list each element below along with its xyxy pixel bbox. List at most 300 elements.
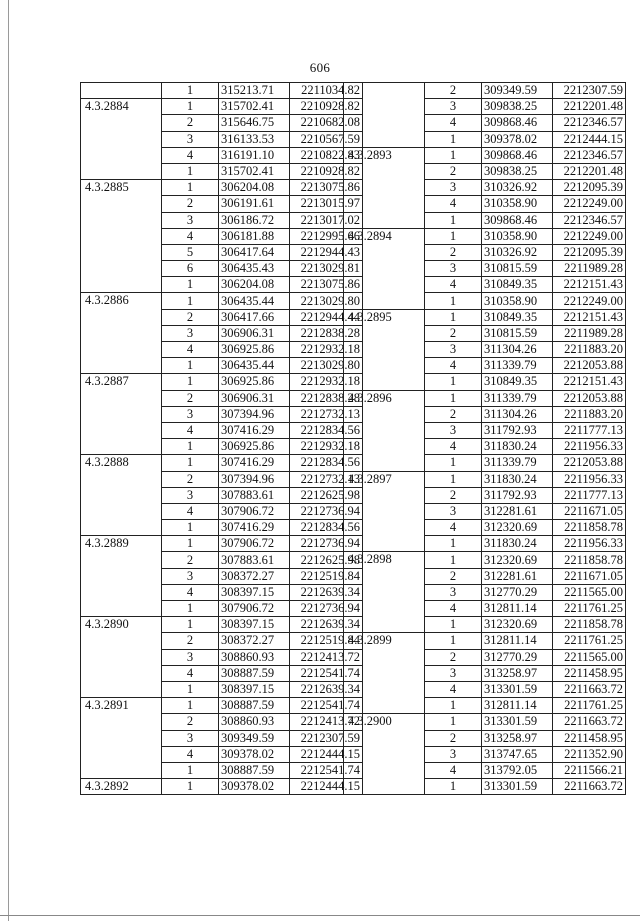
y-coordinate-cell: 2211761.25 — [553, 601, 626, 617]
point-number-cell: 2 — [425, 730, 482, 746]
x-coordinate-cell: 308887.59 — [219, 762, 290, 778]
x-coordinate-cell: 308887.59 — [219, 698, 290, 714]
point-number-cell: 4 — [425, 196, 482, 212]
y-coordinate-cell: 2211458.95 — [553, 665, 626, 681]
point-number-cell: 2 — [162, 309, 219, 325]
x-coordinate-cell: 313301.59 — [482, 779, 553, 795]
x-coordinate-cell: 306925.86 — [219, 342, 290, 358]
x-coordinate-cell: 315646.75 — [219, 115, 290, 131]
point-number-cell: 1 — [162, 617, 219, 633]
x-coordinate-cell: 306417.66 — [219, 309, 290, 325]
point-number-cell: 3 — [425, 584, 482, 600]
x-coordinate-cell: 306906.31 — [219, 390, 290, 406]
x-coordinate-cell: 310849.35 — [482, 277, 553, 293]
x-coordinate-cell: 306925.86 — [219, 439, 290, 455]
y-coordinate-cell: 2211883.20 — [553, 406, 626, 422]
x-coordinate-cell: 311792.93 — [482, 487, 553, 503]
scan-edge-bottom — [0, 915, 640, 916]
x-coordinate-cell: 312320.69 — [482, 617, 553, 633]
parcel-id-cell: 4.3.2895 — [344, 309, 425, 390]
x-coordinate-cell: 308397.15 — [219, 617, 290, 633]
point-number-cell: 2 — [425, 487, 482, 503]
point-number-cell: 1 — [162, 358, 219, 374]
x-coordinate-cell: 306204.08 — [219, 277, 290, 293]
x-coordinate-cell: 310815.59 — [482, 261, 553, 277]
y-coordinate-cell: 2211989.28 — [553, 261, 626, 277]
point-number-cell: 3 — [425, 503, 482, 519]
y-coordinate-cell: 2212736.94 — [290, 503, 363, 519]
point-number-cell: 1 — [162, 520, 219, 536]
y-coordinate-cell: 2212053.88 — [553, 358, 626, 374]
point-number-cell: 1 — [425, 471, 482, 487]
y-coordinate-cell: 2213075.86 — [290, 277, 363, 293]
point-number-cell: 1 — [425, 293, 482, 309]
point-number-cell: 4 — [162, 342, 219, 358]
x-coordinate-cell: 312320.69 — [482, 552, 553, 568]
y-coordinate-cell: 2212838.28 — [290, 325, 363, 341]
point-number-cell: 2 — [162, 115, 219, 131]
table-row — [344, 471, 626, 487]
table-row — [81, 374, 363, 390]
parcel-id-cell: 4.3.2885 — [81, 180, 162, 293]
y-coordinate-cell: 2212625.98 — [290, 552, 363, 568]
y-coordinate-cell: 2212944.44 — [290, 309, 363, 325]
x-coordinate-cell: 310849.35 — [482, 374, 553, 390]
point-number-cell: 1 — [425, 147, 482, 163]
point-number-cell: 2 — [162, 552, 219, 568]
parcel-id-cell: 4.3.2884 — [81, 99, 162, 180]
point-number-cell: 2 — [425, 568, 482, 584]
y-coordinate-cell: 2212307.59 — [290, 730, 363, 746]
y-coordinate-cell: 2211883.20 — [553, 342, 626, 358]
point-number-cell: 2 — [425, 83, 482, 99]
table-row — [81, 180, 363, 196]
point-number-cell: 4 — [425, 277, 482, 293]
point-number-cell: 2 — [425, 649, 482, 665]
y-coordinate-cell: 2213015.97 — [290, 196, 363, 212]
point-number-cell: 4 — [162, 746, 219, 762]
y-coordinate-cell: 2212519.84 — [290, 568, 363, 584]
point-number-cell: 5 — [162, 244, 219, 260]
point-number-cell: 1 — [162, 681, 219, 697]
point-number-cell: 1 — [162, 374, 219, 390]
y-coordinate-cell: 2212541.74 — [290, 762, 363, 778]
x-coordinate-cell: 307416.29 — [219, 520, 290, 536]
y-coordinate-cell: 2211663.72 — [553, 681, 626, 697]
point-number-cell: 4 — [425, 520, 482, 536]
parcel-id-cell: 4.3.2899 — [344, 633, 425, 714]
x-coordinate-cell: 308397.15 — [219, 584, 290, 600]
y-coordinate-cell: 2212834.56 — [290, 422, 363, 438]
y-coordinate-cell: 2212838.28 — [290, 390, 363, 406]
x-coordinate-cell: 306186.72 — [219, 212, 290, 228]
y-coordinate-cell: 2210567.59 — [290, 131, 363, 147]
x-coordinate-cell: 308397.15 — [219, 681, 290, 697]
table-row — [81, 779, 363, 795]
y-coordinate-cell: 2211777.13 — [553, 487, 626, 503]
y-coordinate-cell: 2212413.72 — [290, 714, 363, 730]
y-coordinate-cell: 2212736.94 — [290, 601, 363, 617]
x-coordinate-cell: 313301.59 — [482, 681, 553, 697]
parcel-id-cell: 4.3.2889 — [81, 536, 162, 617]
point-number-cell: 3 — [425, 180, 482, 196]
y-coordinate-cell: 2212932.18 — [290, 439, 363, 455]
parcel-id-cell: 4.3.2898 — [344, 552, 425, 633]
x-coordinate-cell: 312811.14 — [482, 601, 553, 617]
parcel-id-cell: 4.3.2887 — [81, 374, 162, 455]
x-coordinate-cell: 309868.46 — [482, 147, 553, 163]
table-row — [81, 293, 363, 309]
x-coordinate-cell: 310358.90 — [482, 196, 553, 212]
point-number-cell: 2 — [162, 390, 219, 406]
point-number-cell: 1 — [425, 714, 482, 730]
point-number-cell: 1 — [162, 439, 219, 455]
x-coordinate-cell: 308372.27 — [219, 568, 290, 584]
point-number-cell: 1 — [425, 698, 482, 714]
point-number-cell: 4 — [425, 115, 482, 131]
point-number-cell: 3 — [162, 649, 219, 665]
parcel-id-cell — [344, 83, 425, 148]
y-coordinate-cell: 2212095.39 — [553, 244, 626, 260]
point-number-cell: 3 — [162, 131, 219, 147]
y-coordinate-cell: 2211671.05 — [553, 568, 626, 584]
point-number-cell: 4 — [162, 147, 219, 163]
y-coordinate-cell: 2211761.25 — [553, 633, 626, 649]
point-number-cell: 1 — [162, 698, 219, 714]
point-number-cell: 2 — [425, 406, 482, 422]
point-number-cell: 1 — [425, 536, 482, 552]
y-coordinate-cell: 2212625.98 — [290, 487, 363, 503]
x-coordinate-cell: 310326.92 — [482, 180, 553, 196]
x-coordinate-cell: 310358.90 — [482, 228, 553, 244]
point-number-cell: 4 — [425, 681, 482, 697]
x-coordinate-cell: 313258.97 — [482, 665, 553, 681]
y-coordinate-cell: 2213017.02 — [290, 212, 363, 228]
y-coordinate-cell: 2212151.43 — [553, 309, 626, 325]
parcel-id-cell: 4.3.2894 — [344, 228, 425, 309]
point-number-cell: 4 — [425, 439, 482, 455]
y-coordinate-cell: 2212249.00 — [553, 196, 626, 212]
point-number-cell: 3 — [425, 422, 482, 438]
parcel-id-cell: 4.3.2886 — [81, 293, 162, 374]
x-coordinate-cell: 316191.10 — [219, 147, 290, 163]
point-number-cell: 1 — [425, 779, 482, 795]
point-number-cell: 1 — [162, 779, 219, 795]
x-coordinate-cell: 311339.79 — [482, 455, 553, 471]
x-coordinate-cell: 308887.59 — [219, 665, 290, 681]
y-coordinate-cell: 2212834.56 — [290, 520, 363, 536]
parcel-id-cell: 4.3.2888 — [81, 455, 162, 536]
point-number-cell: 3 — [425, 261, 482, 277]
table-row — [344, 390, 626, 406]
point-number-cell: 4 — [162, 665, 219, 681]
y-coordinate-cell: 2212346.57 — [553, 147, 626, 163]
table-row — [81, 536, 363, 552]
page-number: 606 — [309, 60, 331, 75]
y-coordinate-cell: 2211956.33 — [553, 471, 626, 487]
point-number-cell: 1 — [162, 601, 219, 617]
point-number-cell: 3 — [162, 325, 219, 341]
point-number-cell: 4 — [162, 503, 219, 519]
point-number-cell: 1 — [425, 212, 482, 228]
x-coordinate-cell: 312281.61 — [482, 568, 553, 584]
table-row — [344, 714, 626, 730]
x-coordinate-cell: 311304.26 — [482, 342, 553, 358]
table-row — [81, 698, 363, 714]
y-coordinate-cell: 2212151.43 — [553, 277, 626, 293]
y-coordinate-cell: 2212932.18 — [290, 342, 363, 358]
y-coordinate-cell: 2212201.48 — [553, 99, 626, 115]
y-coordinate-cell: 2212519.84 — [290, 633, 363, 649]
point-number-cell: 1 — [162, 277, 219, 293]
x-coordinate-cell: 309378.02 — [219, 746, 290, 762]
x-coordinate-cell: 306435.43 — [219, 261, 290, 277]
point-number-cell: 2 — [425, 163, 482, 179]
x-coordinate-cell: 311339.79 — [482, 390, 553, 406]
parcel-id-cell: 4.3.2897 — [344, 471, 425, 552]
point-number-cell: 1 — [162, 536, 219, 552]
point-number-cell: 4 — [162, 422, 219, 438]
y-coordinate-cell: 2211034.82 — [290, 83, 363, 99]
y-coordinate-cell: 2212444.15 — [290, 779, 363, 795]
table-row — [81, 617, 363, 633]
x-coordinate-cell: 310358.90 — [482, 293, 553, 309]
x-coordinate-cell: 307416.29 — [219, 455, 290, 471]
x-coordinate-cell: 315702.41 — [219, 163, 290, 179]
x-coordinate-cell: 309349.59 — [482, 83, 553, 99]
point-number-cell: 6 — [162, 261, 219, 277]
y-coordinate-cell: 2210928.82 — [290, 163, 363, 179]
point-number-cell: 4 — [162, 584, 219, 600]
point-number-cell: 1 — [162, 293, 219, 309]
x-coordinate-cell: 311339.79 — [482, 358, 553, 374]
point-number-cell: 2 — [162, 714, 219, 730]
point-number-cell: 1 — [425, 131, 482, 147]
y-coordinate-cell: 2211858.78 — [553, 617, 626, 633]
parcel-id-cell: 4.3.2892 — [81, 779, 162, 795]
table-row — [81, 99, 363, 115]
point-number-cell: 1 — [162, 762, 219, 778]
coordinates-table-right — [343, 82, 626, 795]
y-coordinate-cell: 2211565.00 — [553, 649, 626, 665]
point-number-cell: 3 — [162, 730, 219, 746]
y-coordinate-cell: 2212541.74 — [290, 665, 363, 681]
parcel-id-cell: 4.3.2890 — [81, 617, 162, 698]
y-coordinate-cell: 2212201.48 — [553, 163, 626, 179]
y-coordinate-cell: 2212249.00 — [553, 228, 626, 244]
y-coordinate-cell: 2210822.83 — [290, 147, 363, 163]
y-coordinate-cell: 2212639.34 — [290, 584, 363, 600]
x-coordinate-cell: 310849.35 — [482, 309, 553, 325]
y-coordinate-cell: 2210928.82 — [290, 99, 363, 115]
x-coordinate-cell: 310815.59 — [482, 325, 553, 341]
x-coordinate-cell: 306435.44 — [219, 358, 290, 374]
x-coordinate-cell: 316133.53 — [219, 131, 290, 147]
y-coordinate-cell: 2211761.25 — [553, 698, 626, 714]
y-coordinate-cell: 2212736.94 — [290, 536, 363, 552]
point-number-cell: 2 — [162, 471, 219, 487]
y-coordinate-cell: 2212639.34 — [290, 681, 363, 697]
x-coordinate-cell: 308860.93 — [219, 714, 290, 730]
y-coordinate-cell: 2212053.88 — [553, 390, 626, 406]
point-number-cell: 1 — [425, 633, 482, 649]
y-coordinate-cell: 2211956.33 — [553, 536, 626, 552]
parcel-id-cell: 4.3.2896 — [344, 390, 425, 471]
x-coordinate-cell: 307394.96 — [219, 471, 290, 487]
x-coordinate-cell: 306417.64 — [219, 244, 290, 260]
y-coordinate-cell: 2212346.57 — [553, 115, 626, 131]
point-number-cell: 1 — [425, 390, 482, 406]
table-row — [344, 83, 626, 99]
point-number-cell: 4 — [425, 601, 482, 617]
y-coordinate-cell: 2211956.33 — [553, 439, 626, 455]
table-row — [344, 228, 626, 244]
y-coordinate-cell: 2212151.43 — [553, 374, 626, 390]
x-coordinate-cell: 307394.96 — [219, 406, 290, 422]
parcel-id-cell: 4.3.2891 — [81, 698, 162, 779]
point-number-cell: 1 — [425, 455, 482, 471]
x-coordinate-cell: 307883.61 — [219, 487, 290, 503]
point-number-cell: 1 — [162, 180, 219, 196]
point-number-cell: 1 — [425, 552, 482, 568]
y-coordinate-cell: 2212307.59 — [553, 83, 626, 99]
y-coordinate-cell: 2212053.88 — [553, 455, 626, 471]
coordinates-table-left — [80, 82, 363, 795]
y-coordinate-cell: 2212541.74 — [290, 698, 363, 714]
y-coordinate-cell: 2211352.90 — [553, 746, 626, 762]
x-coordinate-cell: 306435.44 — [219, 293, 290, 309]
y-coordinate-cell: 2213029.80 — [290, 358, 363, 374]
point-number-cell: 3 — [425, 342, 482, 358]
x-coordinate-cell: 313258.97 — [482, 730, 553, 746]
point-number-cell: 4 — [425, 358, 482, 374]
x-coordinate-cell: 311830.24 — [482, 536, 553, 552]
x-coordinate-cell: 306925.86 — [219, 374, 290, 390]
point-number-cell: 3 — [162, 406, 219, 422]
y-coordinate-cell: 2211458.95 — [553, 730, 626, 746]
x-coordinate-cell: 307883.61 — [219, 552, 290, 568]
point-number-cell: 1 — [425, 228, 482, 244]
x-coordinate-cell: 312770.29 — [482, 649, 553, 665]
point-number-cell: 1 — [162, 99, 219, 115]
y-coordinate-cell: 2212249.00 — [553, 293, 626, 309]
y-coordinate-cell: 2212346.57 — [553, 212, 626, 228]
point-number-cell: 2 — [425, 244, 482, 260]
point-number-cell: 3 — [425, 99, 482, 115]
point-number-cell: 1 — [425, 309, 482, 325]
x-coordinate-cell: 312320.69 — [482, 520, 553, 536]
x-coordinate-cell: 308372.27 — [219, 633, 290, 649]
x-coordinate-cell: 311830.24 — [482, 439, 553, 455]
point-number-cell: 3 — [425, 746, 482, 762]
table-row — [81, 455, 363, 471]
x-coordinate-cell: 312281.61 — [482, 503, 553, 519]
y-coordinate-cell: 2212413.72 — [290, 649, 363, 665]
x-coordinate-cell: 315702.41 — [219, 99, 290, 115]
y-coordinate-cell: 2211671.05 — [553, 503, 626, 519]
y-coordinate-cell: 2211566.21 — [553, 762, 626, 778]
scan-edge-left — [8, 0, 9, 921]
x-coordinate-cell: 306181.88 — [219, 228, 290, 244]
y-coordinate-cell: 2213029.80 — [290, 293, 363, 309]
x-coordinate-cell: 309378.02 — [482, 131, 553, 147]
point-number-cell: 3 — [425, 665, 482, 681]
y-coordinate-cell: 2212732.13 — [290, 471, 363, 487]
x-coordinate-cell: 307416.29 — [219, 422, 290, 438]
parcel-id-cell: 4.3.2893 — [344, 147, 425, 228]
x-coordinate-cell: 313747.65 — [482, 746, 553, 762]
x-coordinate-cell: 307906.72 — [219, 536, 290, 552]
x-coordinate-cell: 309838.25 — [482, 163, 553, 179]
x-coordinate-cell: 309838.25 — [482, 99, 553, 115]
parcel-id-cell — [81, 83, 162, 99]
x-coordinate-cell: 311792.93 — [482, 422, 553, 438]
point-number-cell: 2 — [425, 325, 482, 341]
x-coordinate-cell: 307906.72 — [219, 503, 290, 519]
y-coordinate-cell: 2211777.13 — [553, 422, 626, 438]
point-number-cell: 1 — [425, 617, 482, 633]
y-coordinate-cell: 2211663.72 — [553, 779, 626, 795]
x-coordinate-cell: 315213.71 — [219, 83, 290, 99]
x-coordinate-cell: 306204.08 — [219, 180, 290, 196]
point-number-cell: 1 — [425, 374, 482, 390]
x-coordinate-cell: 309868.46 — [482, 212, 553, 228]
y-coordinate-cell: 2211858.78 — [553, 552, 626, 568]
point-number-cell: 3 — [162, 212, 219, 228]
x-coordinate-cell: 312811.14 — [482, 633, 553, 649]
point-number-cell: 3 — [162, 568, 219, 584]
table-row — [344, 552, 626, 568]
point-number-cell: 3 — [162, 487, 219, 503]
y-coordinate-cell: 2211989.28 — [553, 325, 626, 341]
table-row — [81, 83, 363, 99]
point-number-cell: 2 — [162, 633, 219, 649]
x-coordinate-cell: 312770.29 — [482, 584, 553, 600]
y-coordinate-cell: 2211663.72 — [553, 714, 626, 730]
x-coordinate-cell: 309378.02 — [219, 779, 290, 795]
table-row — [344, 309, 626, 325]
table-row — [344, 633, 626, 649]
x-coordinate-cell: 309349.59 — [219, 730, 290, 746]
x-coordinate-cell: 309868.46 — [482, 115, 553, 131]
point-number-cell: 1 — [162, 455, 219, 471]
y-coordinate-cell: 2212944.43 — [290, 244, 363, 260]
point-number-cell: 1 — [162, 163, 219, 179]
y-coordinate-cell: 2212444.15 — [290, 746, 363, 762]
y-coordinate-cell: 2211565.00 — [553, 584, 626, 600]
point-number-cell: 1 — [162, 83, 219, 99]
y-coordinate-cell: 2212444.15 — [553, 131, 626, 147]
y-coordinate-cell: 2212639.34 — [290, 617, 363, 633]
y-coordinate-cell: 2210682.08 — [290, 115, 363, 131]
point-number-cell: 4 — [425, 762, 482, 778]
y-coordinate-cell: 2212995.66 — [290, 228, 363, 244]
point-number-cell: 4 — [162, 228, 219, 244]
x-coordinate-cell: 313301.59 — [482, 714, 553, 730]
x-coordinate-cell: 306191.61 — [219, 196, 290, 212]
x-coordinate-cell: 311830.24 — [482, 471, 553, 487]
x-coordinate-cell: 307906.72 — [219, 601, 290, 617]
x-coordinate-cell: 306906.31 — [219, 325, 290, 341]
x-coordinate-cell: 308860.93 — [219, 649, 290, 665]
y-coordinate-cell: 2211858.78 — [553, 520, 626, 536]
point-number-cell: 2 — [162, 196, 219, 212]
y-coordinate-cell: 2212932.18 — [290, 374, 363, 390]
x-coordinate-cell: 313792.05 — [482, 762, 553, 778]
table-row — [344, 147, 626, 163]
y-coordinate-cell: 2213075.86 — [290, 180, 363, 196]
x-coordinate-cell: 312811.14 — [482, 698, 553, 714]
